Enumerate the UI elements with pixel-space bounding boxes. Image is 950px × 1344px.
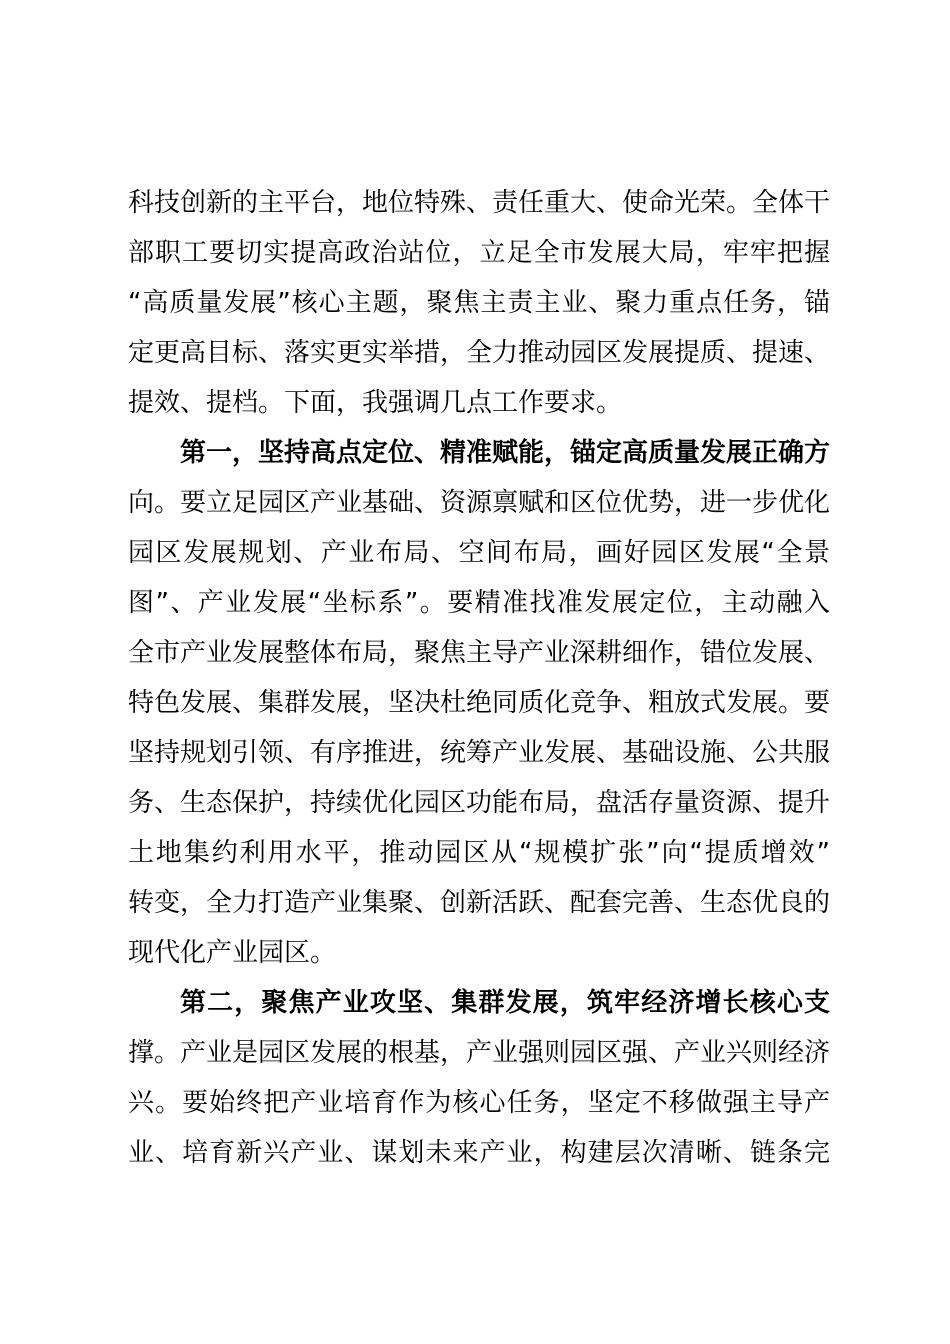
text-line: 土地集约利用水平，推动园区从“规模扩张”向“提质增效” xyxy=(128,838,830,868)
paragraph-lead-line: 第一，坚持高点定位、精准赋能，锚定高质量发展正确方 xyxy=(180,438,831,468)
text-line: 坚持规划引领、有序推进，统筹产业发展、基础设施、公共服 xyxy=(128,738,831,768)
text-line: 转变，全力打造产业集聚、创新活跃、配套完善、生态优良的 xyxy=(128,888,831,918)
text-line: 园区发展规划、产业布局、空间布局，画好园区发展“全景 xyxy=(128,538,830,568)
text-line: 全市产业发展整体布局，聚焦主导产业深耕细作，错位发展、 xyxy=(128,638,831,668)
paragraph-2 xyxy=(128,428,830,978)
text-line: 提效、提档。下面，我强调几点工作要求。 xyxy=(128,388,623,418)
paragraph-lead-line: 第二，聚焦产业攻坚、集群发展，筑牢经济增长核心支 xyxy=(180,988,830,1018)
text-line: 定更高目标、落实更实举措，全力推动园区发展提质、提速、 xyxy=(128,338,831,368)
text-line: 兴。要始终把产业培育作为核心任务，坚定不移做强主导产 xyxy=(128,1088,830,1118)
text-line: 图”、产业发展“坐标系”。要精准找准发展定位，主动融入 xyxy=(128,588,830,618)
text-line: 科技创新的主平台，地位特殊、责任重大、使命光荣。全体干 xyxy=(128,188,831,218)
text-line: 现代化产业园区。 xyxy=(128,938,337,968)
text-line: 撑。产业是园区发展的根基，产业强则园区强、产业兴则经济 xyxy=(128,1038,831,1068)
document-body xyxy=(128,178,830,1178)
text-line: 部职工要切实提高政治站位，立足全市发展大局，牢牢把握 xyxy=(128,238,830,268)
text-line: “高质量发展”核心主题，聚焦主责主业、聚力重点任务，锚 xyxy=(128,288,830,318)
text-line: 务、生态保护，持续优化园区功能布局，盘活存量资源、提升 xyxy=(128,788,831,818)
text-line: 特色发展、集群发展，坚决杜绝同质化竞争、粗放式发展。要 xyxy=(128,688,831,718)
paragraph-1 xyxy=(128,178,830,428)
text-line: 向。要立足园区产业基础、资源禀赋和区位优势，进一步优化 xyxy=(128,488,831,518)
paragraph-3 xyxy=(128,978,830,1178)
text-line: 业、培育新兴产业、谋划未来产业，构建层次清晰、链条完 xyxy=(128,1138,830,1168)
